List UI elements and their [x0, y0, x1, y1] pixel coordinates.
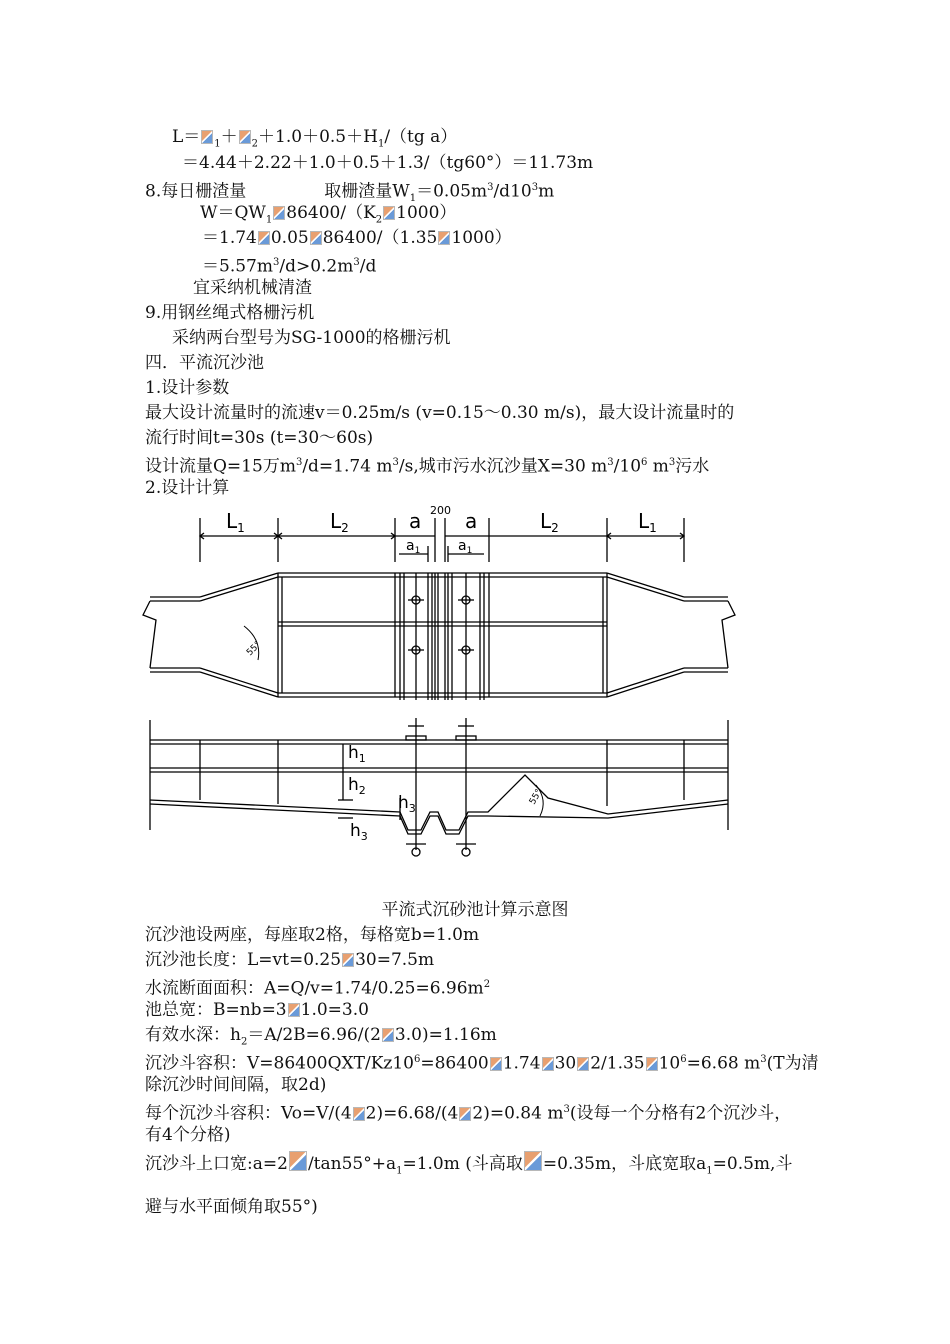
label-a1-left: a — [406, 538, 415, 554]
label-angle-section: 55° — [527, 787, 545, 807]
label-a-left: a — [409, 509, 422, 533]
total-width: 池总宽：B=nb=3 1.0=3.0 — [145, 1000, 369, 1020]
broken-image-icon — [646, 1057, 658, 1071]
broken-image-icon — [382, 1028, 394, 1042]
broken-image-icon — [542, 1057, 554, 1071]
broken-image-icon — [273, 206, 285, 220]
section-9: 9.用钢丝绳式格栅污机 — [145, 303, 315, 323]
broken-image-icon — [342, 953, 354, 967]
design-flow-line: 设计流量Q=15万$m^3/d=1.74$ $m^3/s$,城市污水沉沙量X=30 $m^3/10^6$ $m^3$污水 — [145, 456, 710, 477]
figure-caption: 平流式沉砂池计算示意图 — [381, 900, 569, 920]
broken-image-icon — [459, 1107, 471, 1121]
section-4-heading: 四．平流沉沙池 — [145, 353, 264, 373]
design-params-heading: 1.设计参数 — [145, 378, 230, 398]
formula-W: $W=QW_1$ $86400/(K_2$ 1000） — [200, 203, 457, 226]
dimension-labels — [226, 504, 657, 556]
svg-text:L1: $L_1$ — [638, 509, 657, 535]
formula-L-value: ＝4.44＋2.22＋1.0＋0.5＋1.3/（tg60°）＝11.73m — [182, 153, 594, 173]
svg-text:a1: $a_1$ — [406, 538, 421, 556]
label-h3-lower: h — [350, 821, 361, 841]
broken-image-icon — [310, 231, 322, 245]
label-h2: h — [348, 775, 359, 795]
svg-text:h3: $h_3$ — [398, 793, 416, 815]
hopper-angle-note: 避与水平面倾角取55°) — [145, 1197, 318, 1217]
label-L1: L — [226, 509, 238, 533]
section-area: 水流断面面积：$A=Q/v=1.74/0.25=6.96m^2$ — [145, 978, 491, 999]
label-h1: h — [348, 743, 359, 763]
broken-image-icon — [258, 231, 270, 245]
screenings-heading: 8.每日栅渣量 取栅渣量$W_1=0.05m^3/d10^3m$ — [145, 181, 555, 205]
hopper-top-width: 沉沙斗上口宽:a=2 $/\tan 55^\circ+a_1=1.0m$ (斗高取 =0.35m，斗底宽取$a_1=0.5m$,斗 — [145, 1151, 792, 1182]
broken-image-icon — [383, 206, 395, 220]
svg-text:h3: $h_3$ — [350, 821, 368, 843]
design-calc-heading: 2.设计计算 — [145, 478, 230, 498]
broken-image-icon — [239, 130, 251, 144]
chamber-length: 沉沙池长度：L=vt=0.25 30=7.5m — [145, 950, 435, 970]
svg-text:L2: $L_2$ — [330, 509, 349, 535]
broken-image-icon — [288, 1003, 300, 1017]
broken-image-icon — [201, 130, 213, 144]
design-params-line2: 流行时间t=30s (t=30～60s) — [145, 428, 374, 448]
formula-W-subst: ＝1.74 0.05 86400/（1.35 1000） — [202, 228, 512, 248]
hopper-volume: 沉沙斗容积：$V=86400QXT/Kz10^6=86400$ 1.74 30 2/1.35 $10^6=6.68$ $m^3(T$为清 — [145, 1053, 819, 1074]
effective-depth: 有效水深：$h_2=A/2B=6.96/(2$ 3.0)=1.16m — [145, 1025, 497, 1048]
hopper-volume-cont: 除沉沙时间间隔，取2d) — [145, 1075, 327, 1095]
section-view — [150, 718, 728, 856]
label-h3-upper: h — [398, 793, 409, 813]
formula-W-result: $=5.57m^3/d>0.2m^3/d$ — [202, 256, 377, 277]
each-hopper-volume: 每个沉沙斗容积：Vo=V/(4 2)=6.68/(4 2)=0.84 $m^3$(设每一个分格有2个沉沙斗， — [145, 1103, 792, 1124]
design-params-line1: 最大设计流量时的流速v＝0.25m/s (v=0.15～0.30 m/s)，最大设计流量时的 — [145, 403, 735, 423]
svg-text:L2: $L_2$ — [540, 509, 559, 535]
label-L1-right: L — [638, 509, 650, 533]
svg-text:h2: $h_2$ — [348, 775, 366, 797]
broken-image-icon — [353, 1107, 365, 1121]
svg-text:L1: $L_1$ — [226, 509, 245, 535]
label-200: 200 — [430, 504, 451, 517]
broken-image-icon — [577, 1057, 589, 1071]
broken-image-icon — [490, 1057, 502, 1071]
broken-image-icon — [438, 231, 450, 245]
dimension-lines — [200, 518, 684, 562]
formula-L: $L= _1+ _2+1.0+0.5+H_1/(tg$ a） — [172, 127, 458, 150]
svg-text:h1: $h_1$ — [348, 743, 366, 765]
grit-chamber-diagram — [138, 500, 838, 870]
label-angle-plan: 55° — [245, 639, 264, 659]
broken-image-icon — [524, 1151, 542, 1171]
section-9-text: 采纳两台型号为SG-1000的格栅污机 — [172, 328, 451, 348]
label-a-right: a — [465, 509, 478, 533]
label-a1-right: a — [458, 538, 467, 554]
plan-view — [143, 573, 735, 700]
svg-text:a1: $a_1$ — [458, 538, 473, 556]
mechanical-cleaning-note: 宜采纳机械清渣 — [193, 278, 312, 298]
chamber-count: 沉沙池设两座，每座取2格，每格宽b=1.0m — [145, 925, 480, 945]
label-L2: L — [330, 509, 342, 533]
each-hopper-volume-cont: 有4个分格) — [145, 1125, 231, 1145]
label-L2-right: L — [540, 509, 552, 533]
broken-image-icon — [289, 1151, 307, 1171]
